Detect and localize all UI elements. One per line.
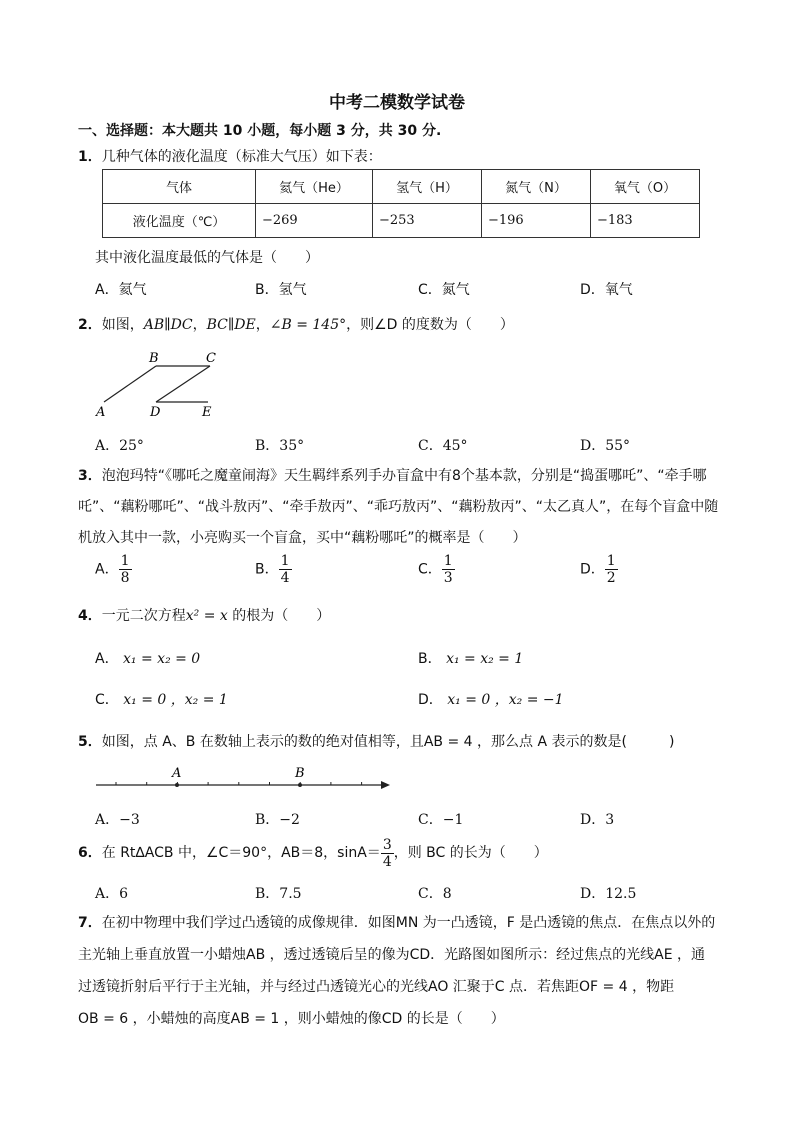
table-header-cell: 氧气（O） xyxy=(591,170,700,204)
question-4-pre: 一元二次方程 xyxy=(101,608,186,624)
option-b: B． $\frac{1}{4}$ xyxy=(255,553,290,586)
option-b: B．氢气 xyxy=(255,282,307,298)
separator: ， xyxy=(255,317,270,333)
question-3-line-3: 机放入其中一款，小亮购买一个盲盒，买中“藕粉哪吒”的概率是（ ） xyxy=(78,530,527,546)
segment-ab xyxy=(104,366,156,402)
option-c: C． x₁ = 0 ，x₂ = 1 xyxy=(95,692,228,708)
option-b: B．−2 xyxy=(255,812,300,828)
question-2-pre: 如图， xyxy=(101,317,144,333)
table-row xyxy=(103,170,700,204)
table-header-cell: 氢气（H） xyxy=(373,170,482,204)
option-a: A．−3 xyxy=(95,812,140,828)
fraction: $\frac{3}{4}$ xyxy=(382,836,392,870)
question-4-stem xyxy=(78,605,330,625)
question-7-line-3: 过透镜折射后平行于主光轴，并与经过凸透镜光心的光线AO 汇聚于C 点．若焦距OF = 4 ，物距 xyxy=(78,979,675,995)
question-1-number: 1． xyxy=(78,149,102,165)
label-a: A xyxy=(172,766,182,781)
option-c: C．45° xyxy=(418,438,468,454)
section-heading: 一、选择题：本大题共 10 小题，每小题 3 分，共 30 分. xyxy=(78,123,442,139)
option-a: A． x₁ = x₂ = 0 xyxy=(95,651,201,667)
condition-angle-b: ∠B = 145° xyxy=(269,317,347,333)
option-a: A． $\frac{1}{8}$ xyxy=(95,553,130,586)
question-7-line-1 xyxy=(78,912,715,932)
question-1-text: 几种气体的液化温度（标准大气压）如下表： xyxy=(101,149,382,165)
question-5-stem xyxy=(78,731,674,751)
question-4-number: 4． xyxy=(78,608,102,624)
option-d: D．12.5 xyxy=(580,886,637,902)
question-1-stem xyxy=(78,146,382,166)
table-cell: −253 xyxy=(373,204,482,238)
question-3-line-2: 吒”、“藕粉哪吒”、“战斗敖丙”、“牵手敖丙”、“乖巧敖丙”、“藕粉敖丙”、“太乙真人”，在每个盲盒中随 xyxy=(78,499,719,515)
question-7-line-4: OB = 6 ，小蜡烛的高度AB = 1 ，则小蜡烛的像CD 的长是（ ） xyxy=(78,1011,505,1027)
segment-cd xyxy=(156,366,210,402)
gas-table xyxy=(102,169,700,238)
table-cell: −183 xyxy=(591,204,700,238)
option-c: C．−1 xyxy=(418,812,464,828)
number-line-figure xyxy=(90,764,400,796)
option-b: B． x₁ = x₂ = 1 xyxy=(418,651,524,667)
option-d: D．氧气 xyxy=(580,282,633,298)
option-b: B．35° xyxy=(255,438,305,454)
option-b: B．7.5 xyxy=(255,886,302,902)
option-c: C．8 xyxy=(418,886,452,902)
label-d: D xyxy=(150,405,161,420)
option-d: D． $\frac{1}{2}$ xyxy=(580,553,616,586)
option-c: C．氮气 xyxy=(418,282,470,298)
option-d: D．55° xyxy=(580,438,631,454)
question-7-number: 7． xyxy=(78,915,102,931)
question-6-number: 6． xyxy=(78,845,102,861)
question-7-line-2: 主光轴上垂直放置一小蜡烛AB ，透过透镜后呈的像为CD．光路图如图所示：经过焦点的光线AE ，通 xyxy=(78,947,706,963)
label-a: A xyxy=(96,405,106,420)
table-cell: 液化温度（℃） xyxy=(103,204,256,238)
point-a xyxy=(175,783,179,787)
question-3-text-1: 泡泡玛特“《哪吒之魔童闹海》天生羁绊系列手办盲盒中有8个基本款，分别是“捣蛋哪吒”、“牵手哪 xyxy=(101,468,707,484)
table-row xyxy=(103,204,700,238)
table-cell: −196 xyxy=(482,204,591,238)
fraction: $\frac{1}{4}$ xyxy=(280,553,290,586)
condition-bc-parallel-de: BC∥DE xyxy=(206,317,256,333)
label-c: C xyxy=(206,351,216,366)
parallel-lines-figure xyxy=(90,348,230,424)
label-b: B xyxy=(149,351,159,366)
question-6-stem xyxy=(78,834,548,872)
table-header-cell: 氮气（N） xyxy=(482,170,591,204)
question-2-post: ，则∠D 的度数为（ ） xyxy=(346,317,514,333)
number-line-arrow-icon xyxy=(381,781,390,789)
table-cell: −269 xyxy=(256,204,373,238)
table-header-cell: 氦气（He） xyxy=(256,170,373,204)
question-5-text: 如图，点 A、B 在数轴上表示的数的绝对值相等，且AB = 4 ，那么点 A 表示的数是( ) xyxy=(101,734,675,750)
question-1-question: 其中液化温度最低的气体是（ ） xyxy=(95,250,319,266)
option-a: A．25° xyxy=(95,438,144,454)
question-2-number: 2． xyxy=(78,317,102,333)
option-d: D． x₁ = 0 ，x₂ = −1 xyxy=(418,692,564,708)
option-d: D．3 xyxy=(580,812,615,828)
page-title: 中考二模数学试卷 xyxy=(329,93,465,113)
question-6-post: ，则 BC 的长为（ ） xyxy=(393,845,548,861)
option-c: C． $\frac{1}{3}$ xyxy=(418,553,453,586)
fraction: $\frac{1}{2}$ xyxy=(606,553,616,586)
table-header-cell: 气体 xyxy=(103,170,256,204)
condition-ab-parallel-dc: AB∥DC xyxy=(143,317,193,333)
question-2-stem xyxy=(78,314,514,334)
label-b: B xyxy=(295,766,305,781)
question-5-number: 5． xyxy=(78,734,102,750)
question-6-pre: 在 Rt∆ACB 中，∠C＝90°，AB＝8，sinA＝ xyxy=(101,845,381,861)
question-3-line-1 xyxy=(78,465,707,485)
question-3-number: 3． xyxy=(78,468,102,484)
label-e: E xyxy=(202,405,212,420)
option-a: A．6 xyxy=(95,886,129,902)
question-4-post: 的根为（ ） xyxy=(227,608,331,624)
question-7-text-1: 在初中物理中我们学过凸透镜的成像规律．如图MN 为一凸透镜，F 是凸透镜的焦点．在焦点以外的 xyxy=(101,915,716,931)
fraction: $\frac{1}{3}$ xyxy=(443,553,453,586)
equation: x² = x xyxy=(185,608,228,624)
option-a: A．氦气 xyxy=(95,282,147,298)
separator: ， xyxy=(192,317,207,333)
point-b xyxy=(298,783,302,787)
fraction: $\frac{1}{8}$ xyxy=(120,553,130,586)
